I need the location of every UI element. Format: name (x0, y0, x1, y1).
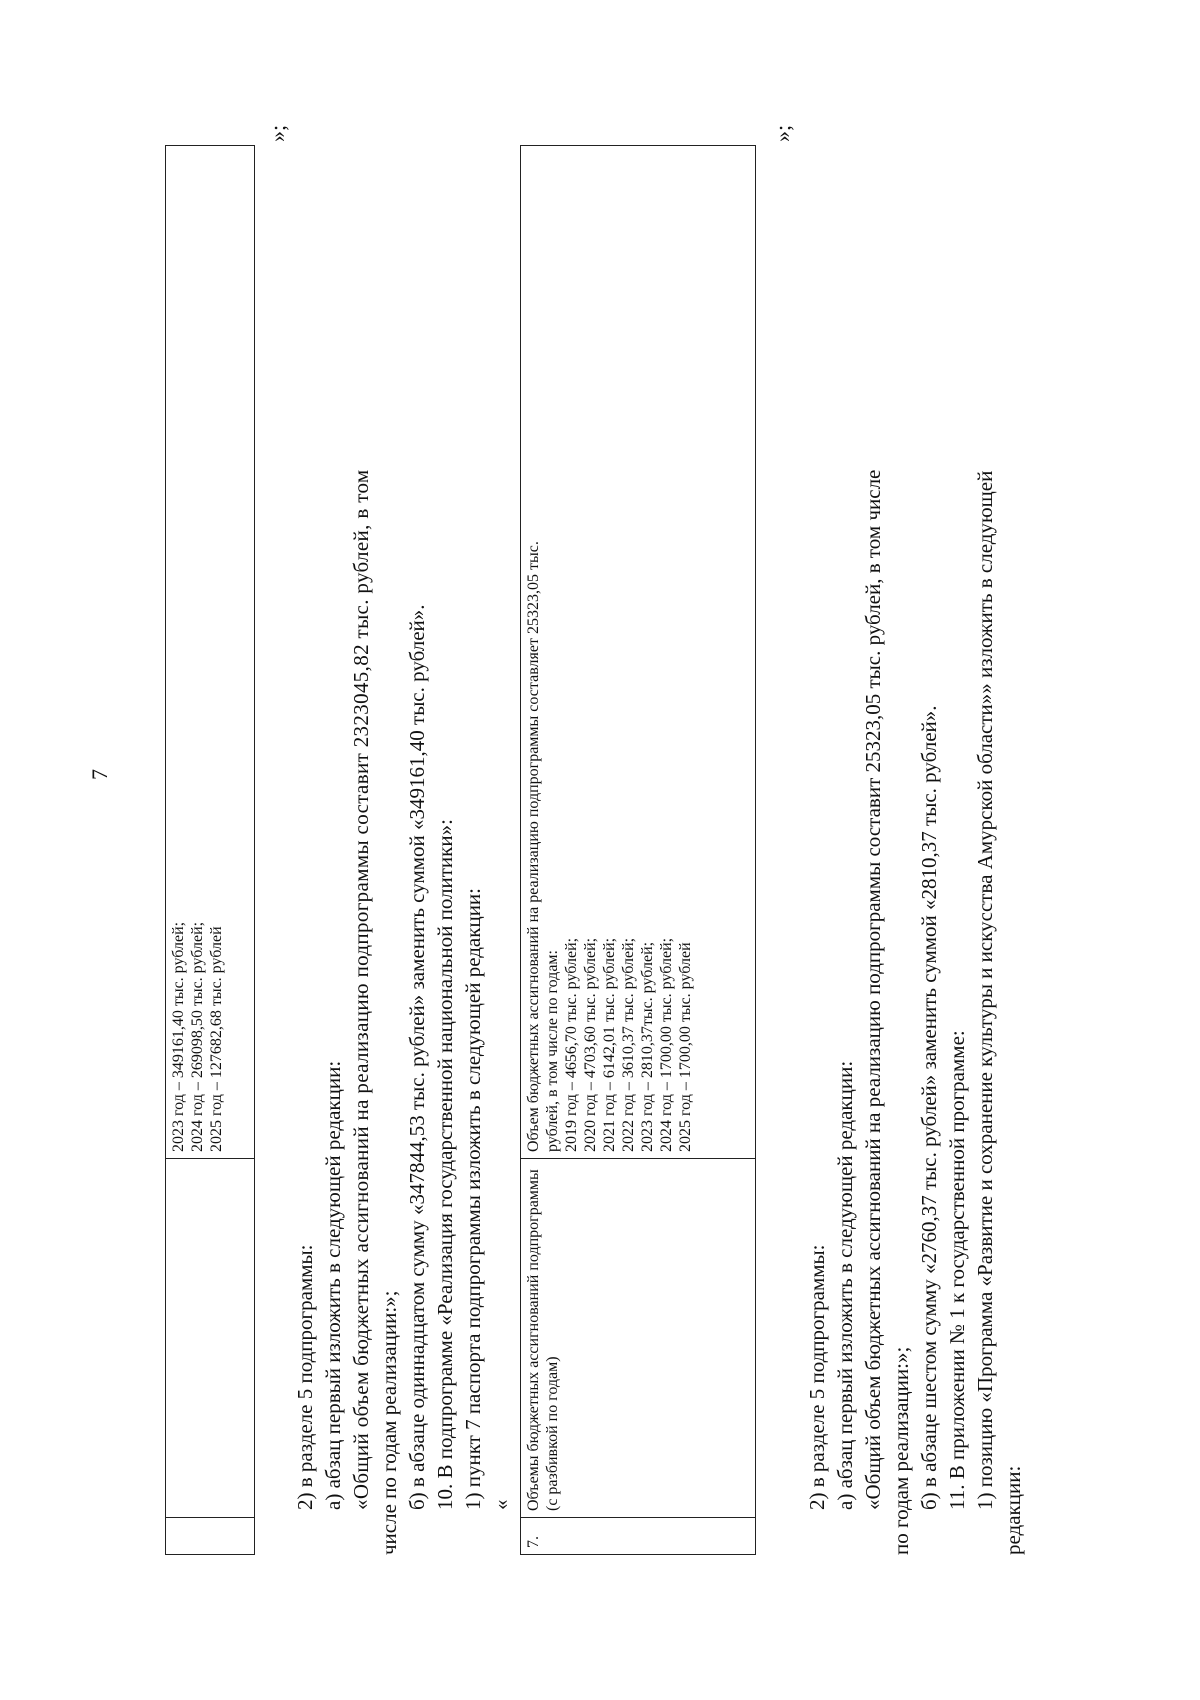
rotated-document-sheet (165, 124, 1165, 1555)
year-line: 2021 год – 6142,01 тыс. рублей; (601, 937, 618, 1152)
table1-closing-quote: »; (265, 124, 290, 142)
table-cell-number (166, 1518, 255, 1555)
paragraph: «Общий объем бюджетных ассигнований на реализацию подпрограммы составит 25323,05 тыс. рублей, в том числе (861, 469, 885, 1510)
item-name: Объемы бюджетных ассигнований подпрограммы (525, 1169, 542, 1511)
year-line: 2024 год – 269098,50 тыс. рублей; (189, 921, 206, 1152)
paragraph: б) в абзаце одиннадцатом сумму «347844,53 тыс. рублей» заменить суммой «349161,40 тыс. рублей». (405, 604, 429, 1510)
value-line: Объем бюджетных ассигнований на реализацию подпрограммы составляет 25323,05 тыс. (525, 541, 542, 1152)
year-line: 2024 год – 1700,00 тыс. рублей; (658, 937, 675, 1152)
year-line: 2025 год – 1700,00 тыс. рублей (677, 942, 694, 1152)
table-row (166, 146, 255, 1555)
table-cell-name (521, 1159, 756, 1518)
table-cell-values (166, 146, 255, 1159)
table2-closing-quote: »; (770, 124, 795, 142)
year-line: 2023 год – 349161,40 тыс. рублей; (170, 921, 187, 1152)
year-line: 2019 год – 4656,70 тыс. рублей; (563, 937, 580, 1152)
paragraph: 10. В подпрограмме «Реализация государственной национальной политики»: (433, 819, 457, 1510)
paragraph: б) в абзаце шестом сумму «2760,37 тыс. рублей» заменить суммой «2810,37 тыс. рублей». (917, 705, 941, 1510)
page-number: 7 (87, 769, 112, 780)
paragraph: а) абзац первый изложить в следующей редакции: (833, 1060, 857, 1510)
value-line: рублей, в том числе по годам: (544, 950, 561, 1152)
paragraph: редакции: (1001, 1465, 1025, 1555)
paragraph: 2) в разделе 5 подпрограммы: (293, 1244, 317, 1510)
table-cell-number: 7. (521, 1518, 756, 1555)
table-passport-item (520, 145, 756, 1555)
year-line: 2022 год – 3610,37 тыс. рублей; (620, 937, 637, 1152)
paragraph: 1) пункт 7 паспорта подпрограммы изложить в следующей редакции: (461, 887, 485, 1510)
paragraph: а) абзац первый изложить в следующей редакции: (321, 1060, 345, 1510)
table-cell-values (521, 146, 756, 1159)
year-line: 2025 год – 127682,68 тыс. рублей (208, 926, 225, 1152)
paragraph: по годам реализации:»; (889, 1346, 913, 1555)
paragraph: «Общий объем бюджетных ассигнований на реализацию подпрограммы составит 2323045,82 тыс. рублей, в том (349, 469, 373, 1510)
paragraph: 1) позицию «Программа «Развитие и сохранение культуры и искусства Амурской области»» изложить в следующей (973, 470, 997, 1510)
paragraph: числе по годам реализации:»; (377, 1290, 401, 1555)
table-continuation (165, 145, 255, 1555)
table-cell-name (166, 1159, 255, 1518)
year-line: 2020 год – 4703,60 тыс. рублей; (582, 937, 599, 1152)
paragraph: 11. В приложении № 1 к государственной программе: (945, 1030, 969, 1510)
opening-quote: « (489, 1499, 513, 1510)
paragraph: 2) в разделе 5 подпрограммы: (805, 1244, 829, 1510)
year-line: 2023 год – 2810,37тыс. рублей; (639, 941, 656, 1152)
table-row (521, 146, 756, 1555)
item-name-note: (с разбивкой по годам) (544, 1356, 561, 1511)
